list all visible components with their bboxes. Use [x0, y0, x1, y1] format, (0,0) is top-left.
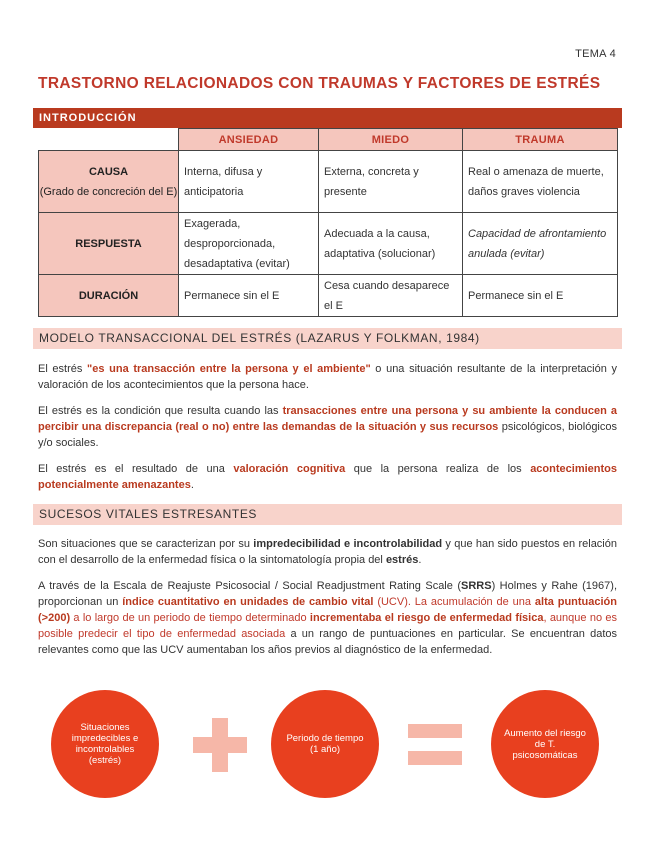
text-run: El estrés es la condición que resulta cuando las [38, 405, 283, 417]
table-corner [39, 129, 179, 151]
section-heading-sucesos: SUCESOS VITALES ESTRESANTES [33, 504, 622, 525]
diagram-circle-situaciones: Situaciones impredecibles e incontrolables (estrés) [51, 690, 159, 798]
row-header-title: RESPUESTA [75, 237, 142, 250]
bold-text: impredecibilidad e incontrolabilidad [253, 538, 443, 550]
highlight-text: alta puntuación (>200) [38, 596, 617, 624]
table-row [39, 151, 618, 213]
table-row [39, 275, 618, 317]
table-row [39, 213, 618, 275]
section-heading-modelo: MODELO TRANSACCIONAL DEL ESTRÉS (LAZARUS Y FOLKMAN, 1984) [33, 328, 622, 349]
row-header [39, 275, 179, 317]
table-cell: Adecuada a la causa, adaptativa (solucionar) [319, 213, 463, 275]
text-run: a un rango de puntuaciones en particular. Se encuentran datos relevantes como que las UCV aumentaban los años previos al diagnóstico de la enfermedad. [38, 628, 617, 656]
row-header [39, 213, 179, 275]
table-cell: Permanece sin el E [463, 275, 618, 317]
text-run: . [418, 554, 422, 566]
colored-text: (UCV). La acumulación de una [373, 596, 535, 608]
text-run: El estrés es el resultado de una [38, 463, 234, 475]
paragraph [38, 578, 617, 658]
diagram-circle-periodo: Periodo de tiempo (1 año) [271, 690, 379, 798]
diagram-circle-aumento: Aumento del riesgo de T. psicosomáticas [491, 690, 599, 798]
table-header-row [39, 129, 618, 151]
topic-label: TEMA 4 [575, 48, 616, 60]
paragraph [38, 536, 617, 568]
comparison-table [38, 128, 618, 317]
colored-text: , aunque no es posible predecir el tipo de enfermedad asociada [38, 612, 617, 640]
table-cell: Exagerada, desproporcionada, desadaptativa (evitar) [179, 213, 319, 275]
bold-text: estrés [385, 554, 419, 566]
table-cell: Real o amenaza de muerte, daños graves violencia [463, 151, 618, 213]
text-run: A través de la Escala de Reajuste Psicosocial / Social Readjustment Rating Scale ( [38, 580, 461, 592]
table-cell: Capacidad de afrontamiento anulada (evitar) [463, 213, 618, 275]
paragraph [38, 403, 617, 451]
row-header [39, 151, 179, 213]
table-cell: Interna, difusa y anticipatoria [179, 151, 319, 213]
table-cell: Permanece sin el E [179, 275, 319, 317]
table-cell: Externa, concreta y presente [319, 151, 463, 213]
text-run: Son situaciones que se caracterizan por su [38, 538, 254, 550]
row-header-title: CAUSA [88, 165, 129, 178]
highlight-text: índice cuantitativo en unidades de cambio vital [122, 596, 374, 608]
text-run: . [190, 479, 194, 491]
text-run: que la persona realiza de los [345, 463, 531, 475]
page-title: TRASTORNO RELACIONADOS CON TRAUMAS Y FACTORES DE ESTRÉS [38, 75, 601, 92]
paragraph [38, 461, 617, 493]
text-run: y que han sido puestos en relación con el desarrollo de la enfermedad física o la sintomatología propia del [38, 538, 617, 566]
column-header: MIEDO [319, 129, 463, 151]
highlight-text: incrementaba el riesgo de enfermedad física [309, 612, 544, 624]
highlight-text: transacciones entre una persona y su ambiente la conducen a percibir una discrepancia (real o no) entre las demandas de la situación y sus recursos [38, 405, 617, 433]
highlight-text: "es una transacción entre la persona y el ambiente" [87, 363, 371, 375]
text-run: psicológicos, biológicos y/o sociales. [38, 421, 617, 449]
intro-heading: INTRODUCCIÓN [33, 108, 622, 128]
text-run: ) Holmes y Rahe (1967), proporcionan un [38, 580, 617, 608]
table-cell: Cesa cuando desaparece el E [319, 275, 463, 317]
highlight-text: acontecimientos potencialmente amenazantes [38, 463, 617, 491]
colored-text: a lo largo de un periodo de tiempo determinado [70, 612, 310, 624]
text-run: El estrés [38, 363, 88, 375]
highlight-text: valoración cognitiva [233, 463, 346, 475]
paragraph [38, 361, 617, 393]
row-header-subtitle: (Grado de concreción del E) [39, 185, 178, 198]
row-header-title: DURACIÓN [78, 289, 139, 302]
bold-text: SRRS [461, 580, 492, 592]
column-header: TRAUMA [463, 129, 618, 151]
column-header: ANSIEDAD [179, 129, 319, 151]
text-run: o una situación resultante de la interpretación y valoración de los acontecimientos que la persona hace. [38, 363, 617, 391]
